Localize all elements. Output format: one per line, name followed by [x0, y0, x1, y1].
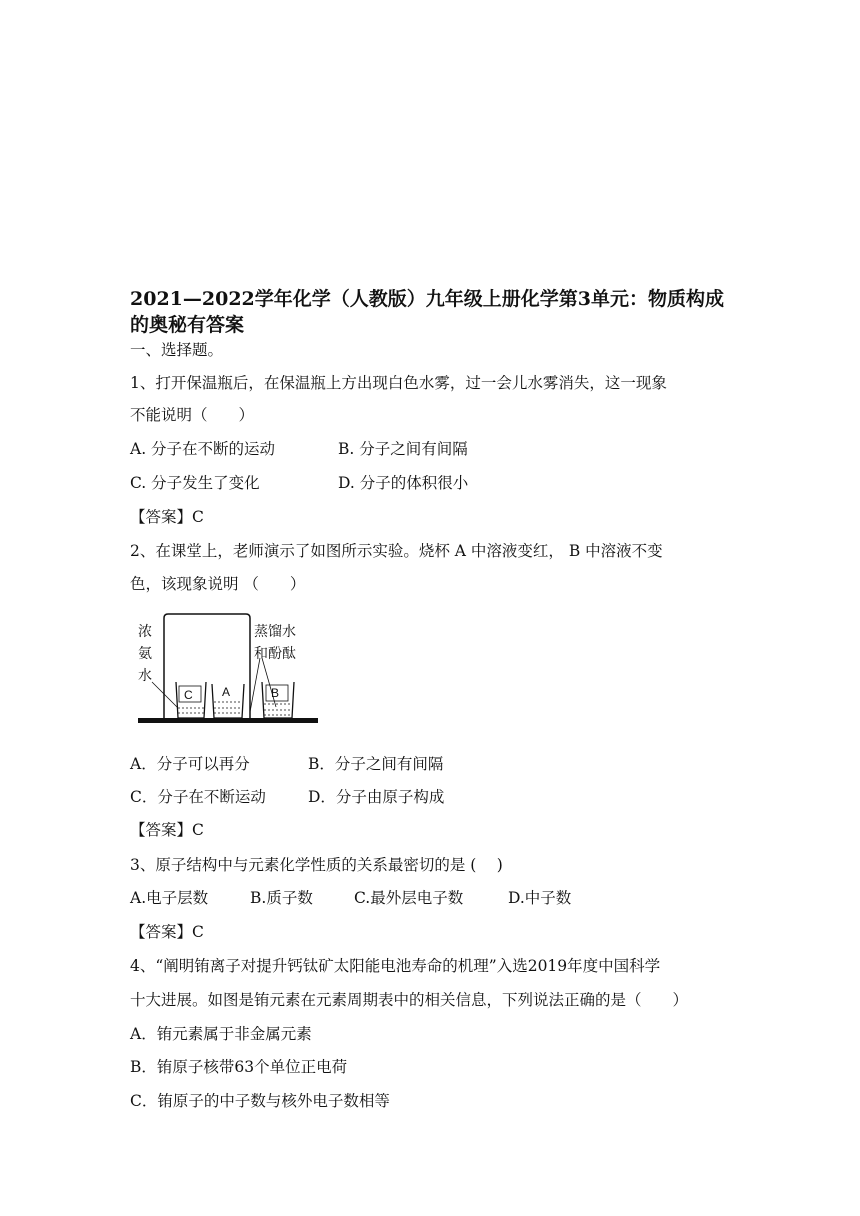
beaker-b-label: B — [271, 686, 280, 700]
q3-option-c: C.最外层电子数 — [354, 889, 464, 907]
q2-option-a: A．分子可以再分 — [130, 755, 250, 773]
q1-answer: 【答案】C — [130, 508, 204, 526]
beaker-a-label: A — [222, 685, 231, 699]
q1-option-b: B. 分子之间有间隔 — [338, 440, 468, 458]
table-base — [138, 718, 318, 723]
q3-stem: 3、原子结构中与元素化学性质的关系最密切的是 ( ) — [130, 856, 503, 874]
beaker-experiment-figure — [138, 612, 318, 724]
right-reagent-label-2: 和酚酞 — [254, 645, 296, 661]
left-reagent-label-3: 水 — [138, 667, 152, 683]
q1-option-d: D. 分子的体积很小 — [338, 474, 469, 492]
left-leader-line — [152, 682, 178, 708]
beaker-c-label: C — [184, 688, 193, 702]
left-reagent-label-1: 浓 — [138, 623, 152, 639]
q2-stem-line2: 色，该现象说明 （ ） — [130, 575, 306, 593]
q2-option-b: B．分子之间有间隔 — [308, 755, 444, 773]
q1-stem-line2: 不能说明（ ） — [130, 406, 255, 424]
q1-option-a: A. 分子在不断的运动 — [130, 440, 276, 458]
q4-option-b: B．铕原子核带63个单位正电荷 — [130, 1058, 348, 1076]
right-reagent-label — [254, 623, 300, 661]
q1-stem-line1: 1、打开保温瓶后，在保温瓶上方出现白色水雾，过一会儿水雾消失，这一现象 — [130, 374, 667, 392]
section-heading: 一、选择题。 — [130, 341, 224, 359]
q4-stem-line1: 4、“阐明铕离子对提升钙钛矿太阳能电池寿命的机理”入选2019年度中国科学 — [130, 957, 661, 975]
q3-option-a: A.电子层数 — [130, 889, 209, 907]
q4-stem-line2: 十大进展。如图是铕元素在元素周期表中的相关信息，下列说法正确的是（ ） — [130, 991, 689, 1009]
q2-option-c: C．分子在不断运动 — [130, 788, 266, 806]
q3-option-d: D.中子数 — [508, 889, 572, 907]
q2-stem-line1: 2、在课堂上，老师演示了如图所示实验。烧杯 A 中溶液变红， B 中溶液不变 — [130, 542, 663, 560]
left-reagent-label-2: 氨 — [138, 645, 152, 661]
q2-option-d: D．分子由原子构成 — [308, 788, 445, 806]
q1-option-c: C. 分子发生了变化 — [130, 474, 260, 492]
right-reagent-label-1: 蒸馏水 — [254, 623, 296, 639]
right-leader-line-1 — [250, 658, 260, 712]
q3-option-b: B.质子数 — [250, 889, 313, 907]
q4-option-c: C．铕原子的中子数与核外电子数相等 — [130, 1092, 390, 1110]
document-title: 2021—2022学年化学（人教版）九年级上册化学第3单元：物质构成的奥秘有答案 — [130, 288, 724, 336]
q2-answer: 【答案】C — [130, 821, 204, 839]
q3-answer: 【答案】C — [130, 923, 204, 941]
q4-option-a: A．铕元素属于非金属元素 — [130, 1025, 312, 1043]
left-reagent-label — [138, 623, 156, 683]
